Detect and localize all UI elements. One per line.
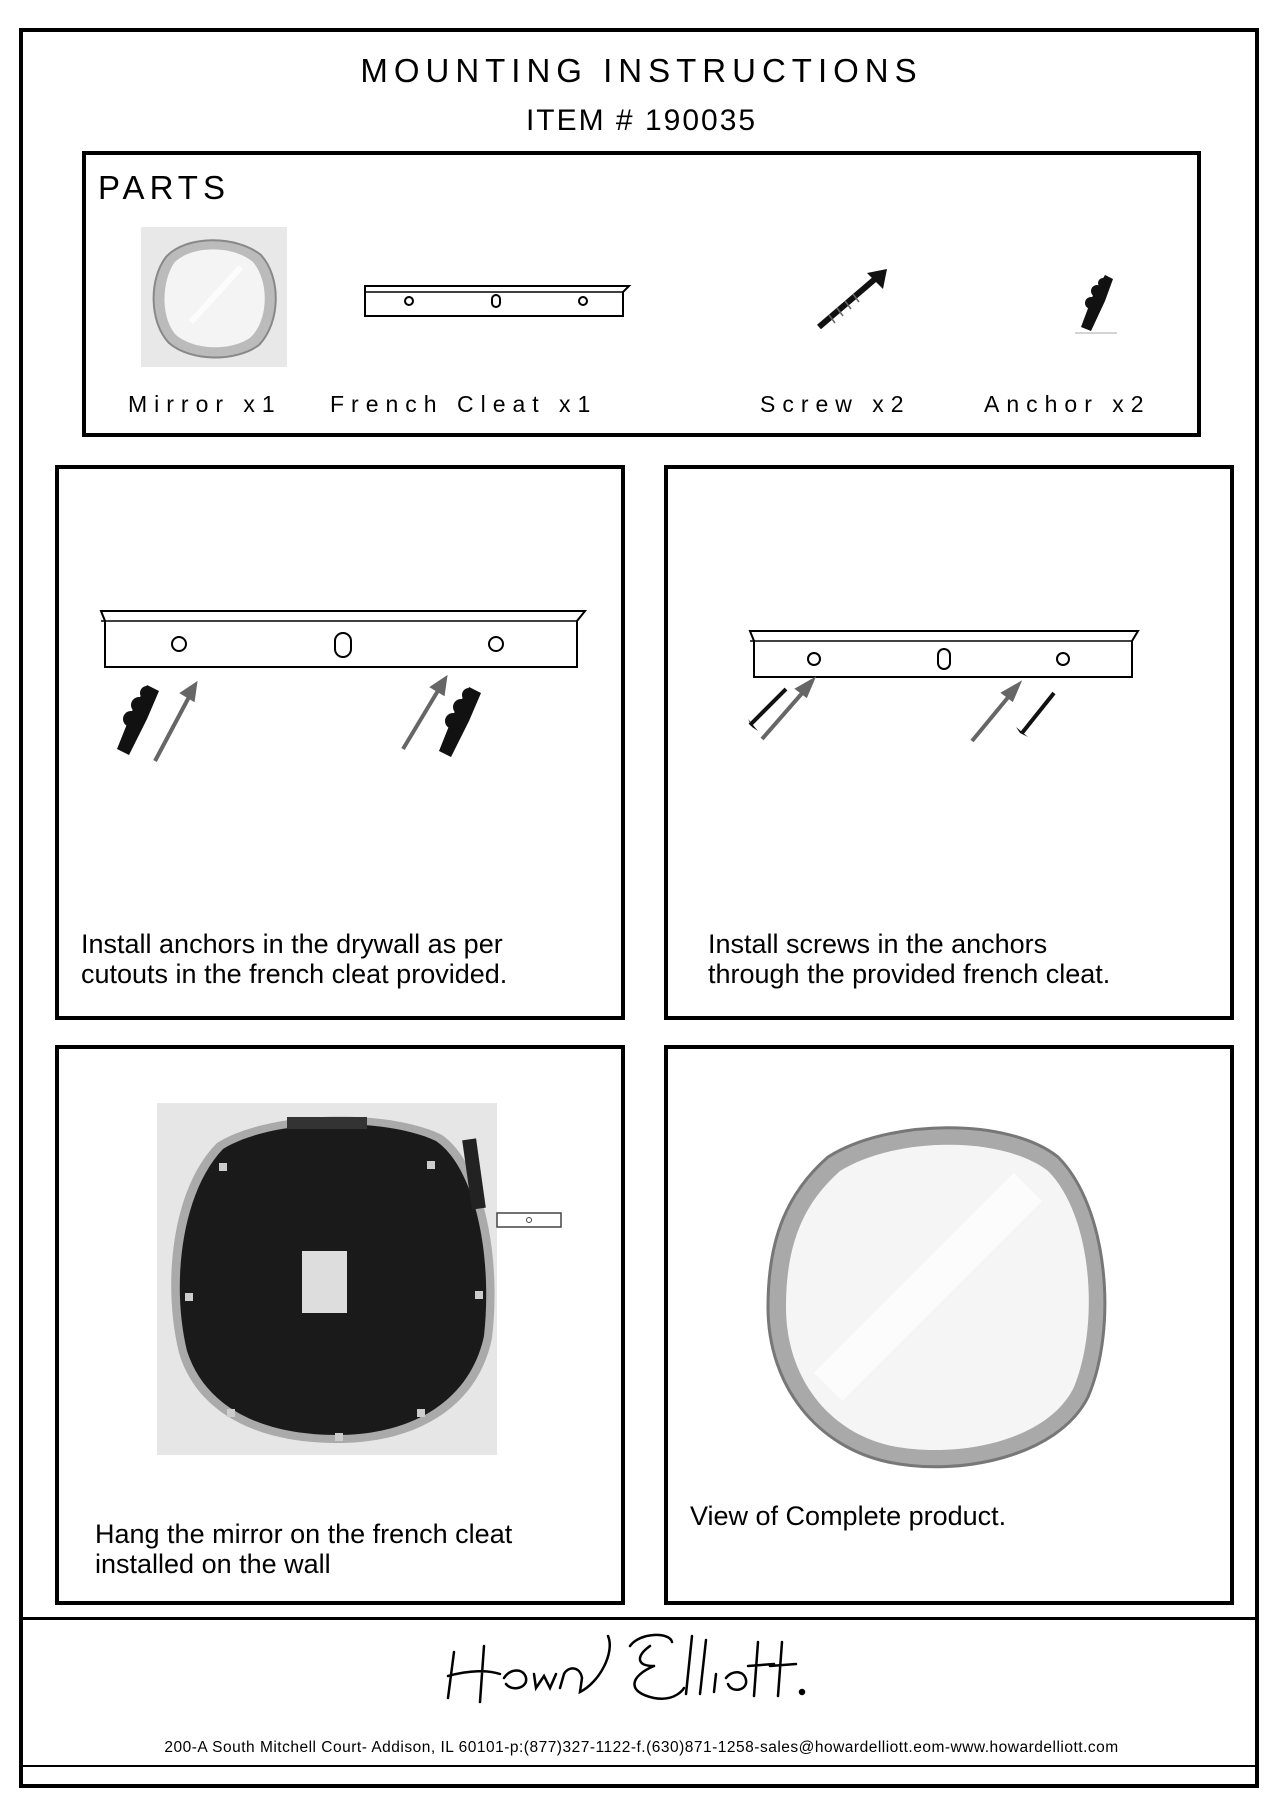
screw-icon (748, 689, 786, 731)
anchor-icon (1071, 265, 1121, 335)
part-label-anchor: Anchor x2 (984, 391, 1151, 417)
part-label-screw: Screw x2 (760, 391, 911, 417)
parts-heading: PARTS (98, 169, 230, 206)
step-2-line-1: Install screws in the anchors (708, 929, 1048, 959)
mirror-back-photo (157, 1103, 577, 1455)
footer-divider (19, 1617, 1259, 1620)
part-label-mirror: Mirror x1 (128, 391, 282, 417)
step-1-line-1: Install anchors in the drywall as per (81, 929, 503, 959)
step-4-line-1: View of Complete product. (690, 1501, 1007, 1531)
step-panel-3 (55, 1045, 625, 1605)
item-number: ITEM # 190035 (525, 104, 758, 137)
footer-bottom-rule (19, 1765, 1259, 1767)
step-panel-2 (664, 465, 1234, 1020)
parts-panel (82, 151, 1201, 437)
step-1-line-2: cutouts in the french cleat provided. (81, 959, 508, 989)
arrow-icon (762, 681, 1018, 741)
step-2-line-2: through the provided french cleat. (708, 959, 1111, 989)
part-label-french-cleat: French Cleat x1 (330, 391, 598, 417)
footer-address: 200-A South Mitchell Court- Addison, IL 60101-p:(877)327-1122-f.(630)871-1258-sales@howardelliott.eom-www.howardelliott.com (164, 1739, 1119, 1756)
step-3-line-1: Hang the mirror on the french cleat (95, 1519, 513, 1549)
arrow-icon (155, 679, 445, 761)
step-3-line-2: installed on the wall (95, 1549, 331, 1579)
step-panel-4 (664, 1045, 1234, 1605)
page-title: MOUNTING INSTRUCTIONS (360, 52, 923, 89)
cleat-diagram (99, 609, 589, 789)
anchor-icon (439, 687, 481, 757)
screw-icon (1016, 693, 1054, 737)
french-cleat-icon (361, 282, 633, 318)
howard-elliott-signature-logo (440, 1622, 860, 1712)
cleat-diagram (748, 629, 1148, 759)
anchor-icon (117, 685, 159, 755)
screw-icon (811, 265, 891, 335)
mirror-icon (141, 227, 287, 367)
complete-mirror-photo (758, 1117, 1118, 1477)
step-panel-1 (55, 465, 625, 1020)
